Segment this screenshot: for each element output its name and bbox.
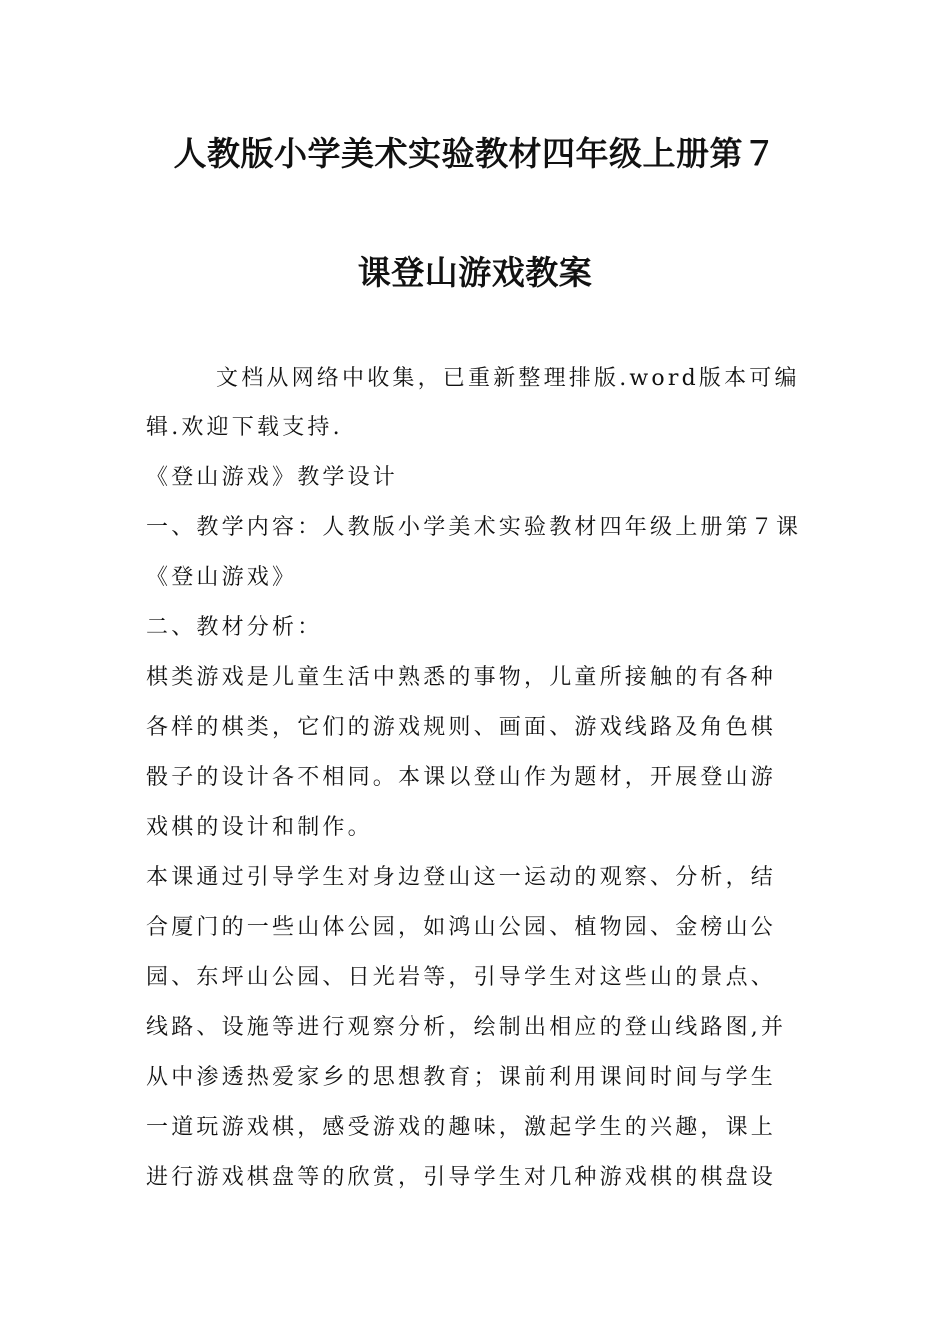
paragraph-line: 合厦门的一些山体公园，如鸿山公园、植物园、金榜山公 — [146, 915, 777, 940]
paragraph-line: 骰子的设计各不相同。本课以登山作为题材，开展登山游 — [146, 765, 777, 790]
paragraph-line: 从中渗透热爱家乡的思想教育；课前利用课间时间与学生 — [146, 1065, 777, 1090]
paragraph-line: 一、教学内容：人教版小学美术实验教材四年级上册第７课 — [146, 515, 802, 540]
paragraph-line: 本课通过引导学生对身边登山这一运动的观察、分析，结 — [146, 865, 777, 890]
title-line-1: 人教版小学美术实验教材四年级上册第７ — [173, 134, 777, 173]
paragraph-line: 进行游戏棋盘等的欣赏，引导学生对几种游戏棋的棋盘设 — [146, 1165, 777, 1190]
title-line-2: 课登山游戏教案 — [357, 253, 593, 292]
paragraph-line: 戏棋的设计和制作。 — [146, 815, 373, 840]
paragraph-line: 《登山游戏》教学设计 — [146, 465, 399, 490]
paragraph-line: 各样的棋类，它们的游戏规则、画面、游戏线路及角色棋 — [146, 715, 777, 740]
paragraph-line: 文档从网络中收集，已重新整理排版.word版本可编 — [216, 366, 800, 391]
paragraph-line: 《登山游戏》 — [146, 565, 298, 590]
paragraph-line: 辑.欢迎下载支持. — [146, 415, 343, 440]
paragraph-line: 线路、设施等进行观察分析，绘制出相应的登山线路图,并 — [146, 1015, 787, 1040]
paragraph-line: 二、教材分析： — [146, 615, 323, 640]
paragraph-line: 一道玩游戏棋，感受游戏的趣味，激起学生的兴趣，课上 — [146, 1115, 777, 1140]
paragraph-line: 园、东坪山公园、日光岩等，引导学生对这些山的景点、 — [146, 965, 777, 990]
paragraph-line: 棋类游戏是儿童生活中熟悉的事物，儿童所接触的有各种 — [146, 665, 777, 690]
